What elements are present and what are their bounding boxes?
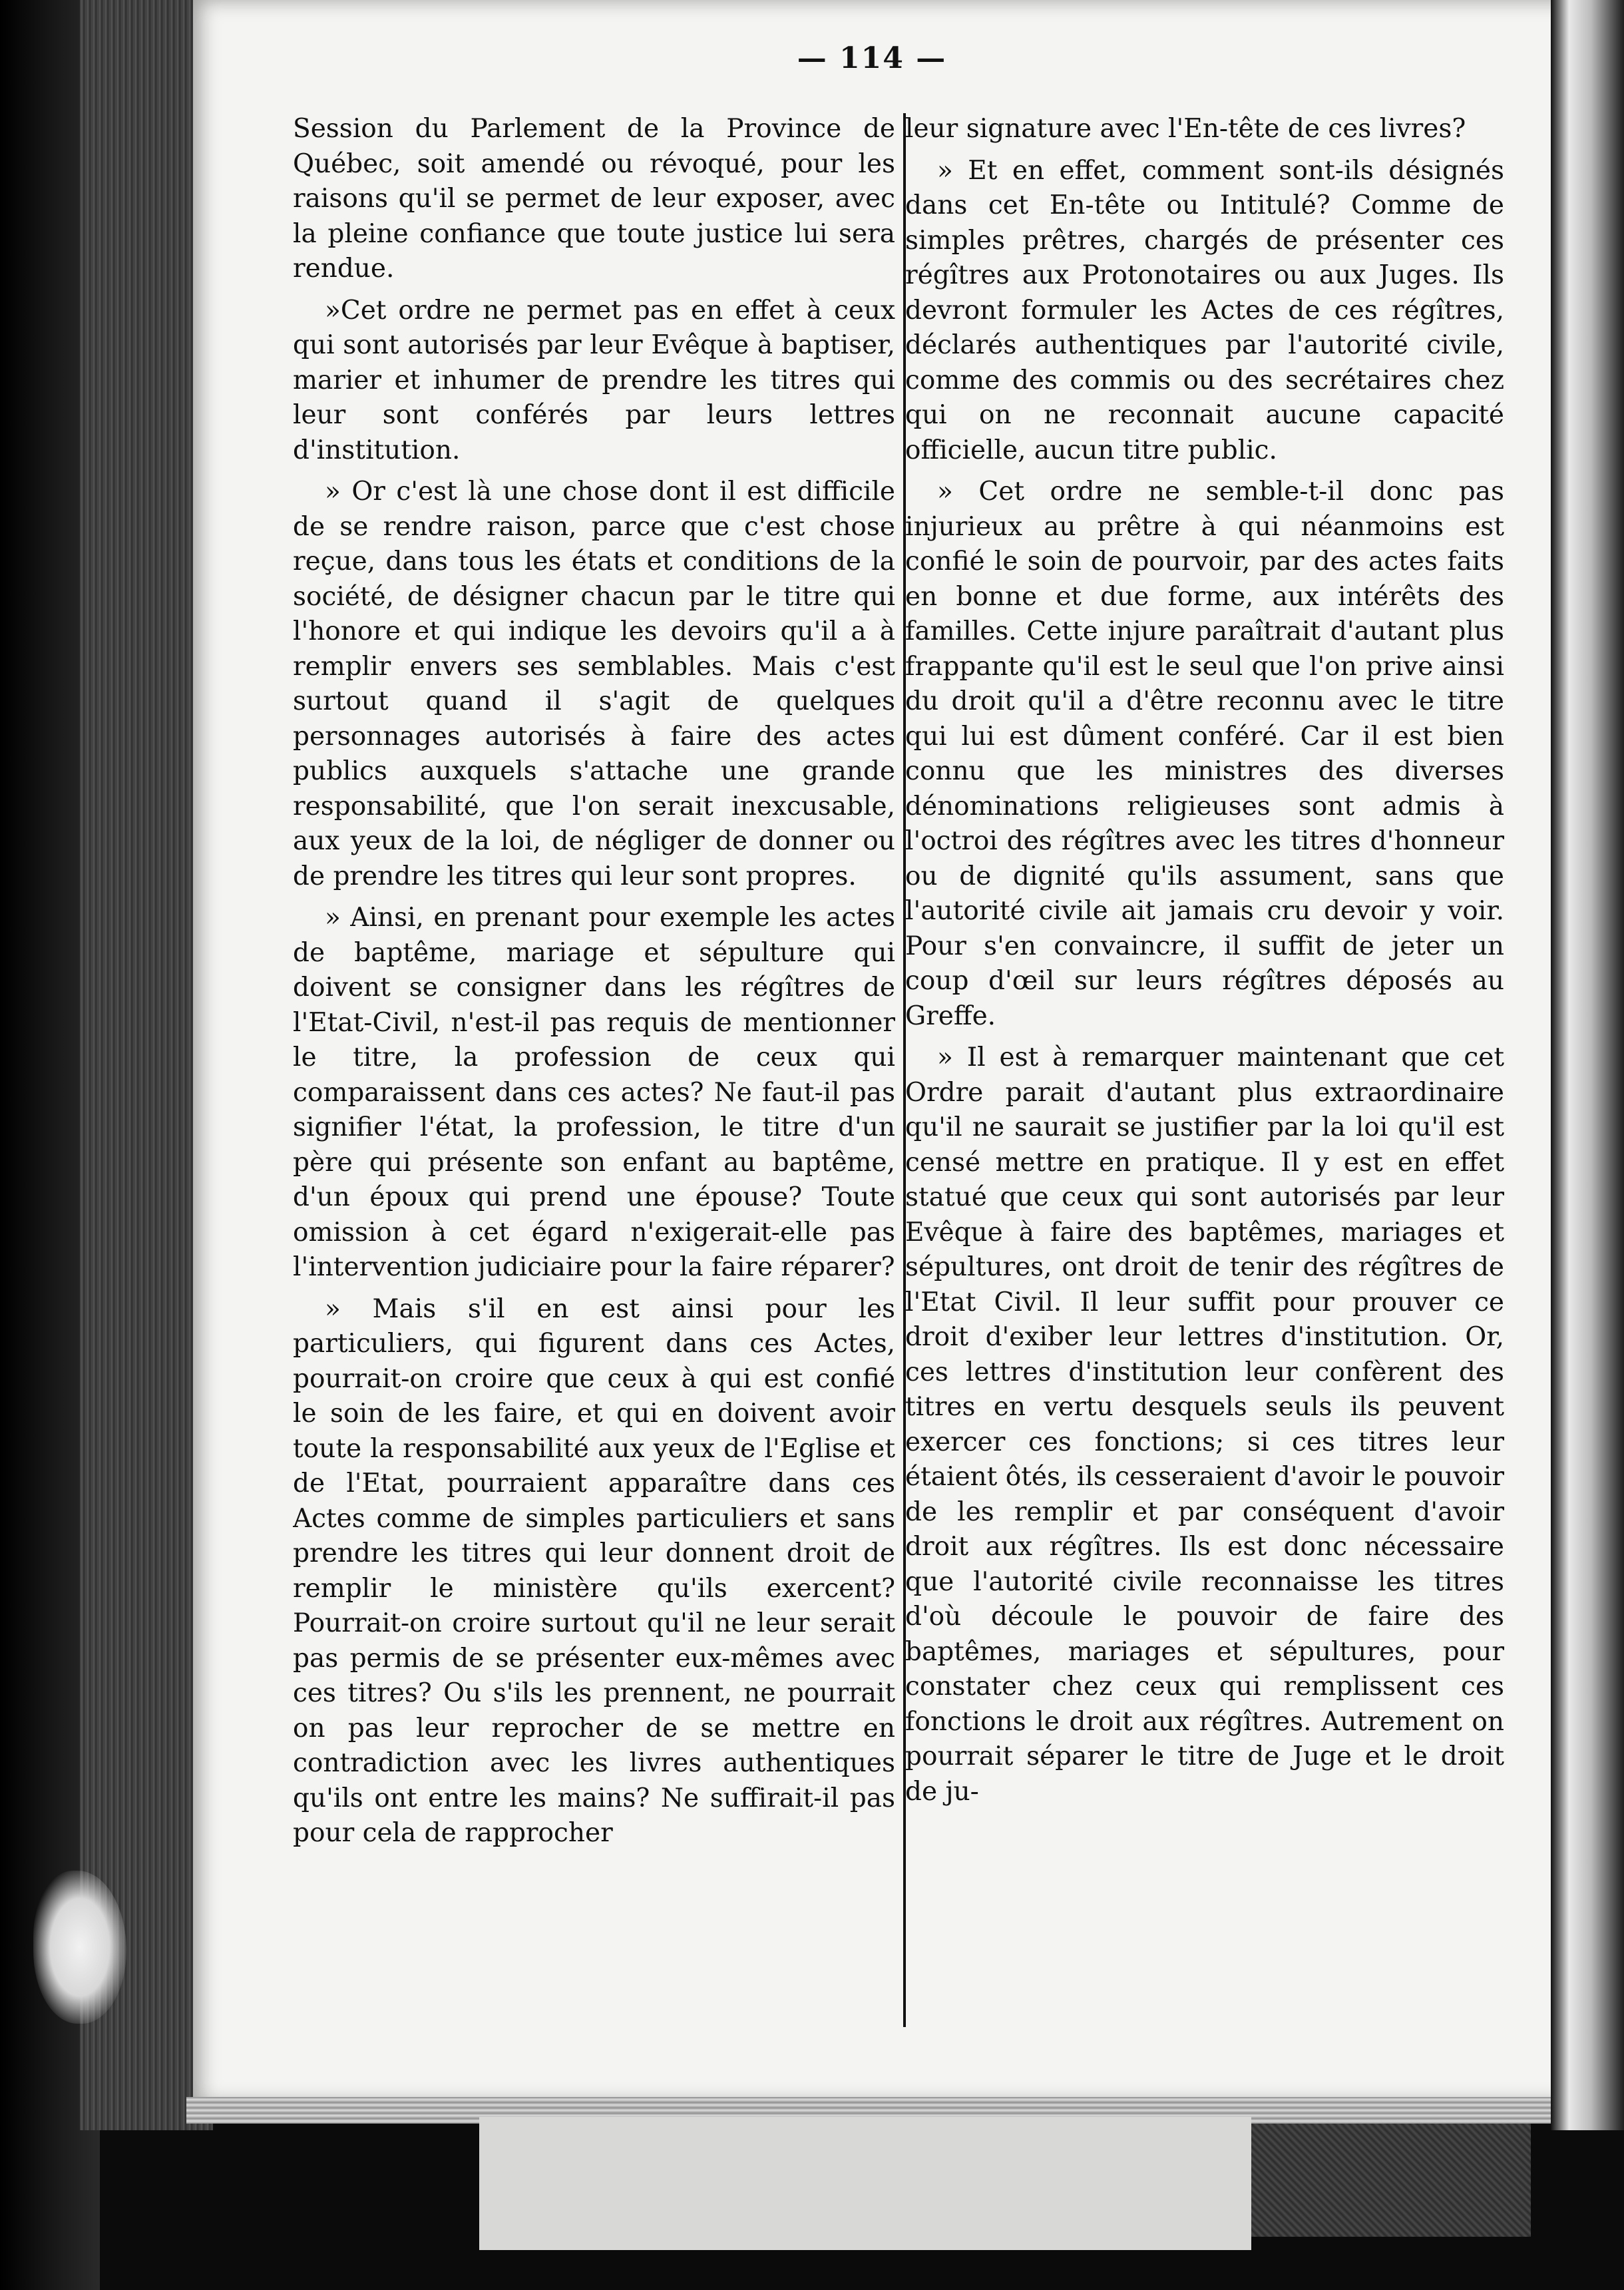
right-paragraph-3: » Cet ordre ne semble-t-il donc pas injurieux au prêtre à qui néanmoins est confié le soin de pourvoir, par des actes faits en bonne et due forme, aux intérêts des familles. Cette injure paraîtrait d'autant plus frappante qu'il est le seul que l'on prive ainsi du droit qu'il a d'être reconnu avec le titre qui lui est dûment conféré. Car il est bien connu que les ministres des diverses dénominations religieuses sont admis à l'octroi des régîtres avec les titres d'honneur ou de dignité qu'ils assument, sans que l'autorité civile ait jamais cru devoir y voir. Pour s'en convaincre, il suffit de jeter un coup d'œil sur leurs régîtres déposés au Greffe. xyxy=(905,477,1504,1031)
page-tab-bottom xyxy=(479,2117,1251,2250)
book-cloth-bottom xyxy=(1251,2124,1531,2237)
right-paragraph-4: » Il est à remarquer maintenant que cet Ordre parait d'autant plus extraordinaire qu'il ne saurait se justifier par la loi qu'il est censé mettre en pratique. Il y est en effet statué que ceux qui sont autorisés par leur Evêque à faire des baptêmes, mariages et sépultures, ont droit de tenir des régîtres de l'Etat Civil. Il leur suffit pour prouver ce droit d'exiber leur lettres d'institution. Or, ces lettres d'institution leur confèrent des titres en vertu desquels seuls ils peuvent exercer ces fonctions; si ces titres leur étaient ôtés, ils cesseraient d'avoir le pouvoir de les remplir et par conséquent d'avoir droit aux régîtres. Ils est donc nécessaire que l'autorité civile reconnaisse les titres d'où découle le pouvoir de faire des baptêmes, mariages et sépultures, pour constater chez ceux qui remplissent ces fonctions le droit aux régîtres. Autrement on pourrait séparer le titre de Juge et le droit de ju- xyxy=(905,1042,1504,1807)
right-column xyxy=(905,112,1504,2029)
book-page-edges-right xyxy=(1551,0,1624,2130)
right-paragraph-2: » Et en effet, comment sont-ils désignés dans cet En-tête ou Intitulé? Comme de simples prêtres, chargés de présenter ces régîtres aux Protonotaires ou aux Juges. Ils devront formuler les Actes de ces régîtres, déclarés authentiques par l'autorité civile, comme des commis ou des secrétaires chez qui on ne reconnait aucune capacité officielle, aucun titre public. xyxy=(905,155,1504,465)
page-number: — 114 — xyxy=(797,41,947,75)
right-paragraph-1: leur signature avec l'En-tête de ces livres? xyxy=(905,114,1466,144)
left-paragraph-2: »Cet ordre ne permet pas en effet à ceux qui sont autorisés par leur Evêque à baptiser, marier et inhumer de prendre les titres qui leur sont conférés par leurs lettres d'institution. xyxy=(293,295,895,465)
left-paragraph-5: » Mais s'il en est ainsi pour les particuliers, qui figurent dans ces Actes, pourrait-on croire que ceux à qui est confié le soin de les faire, et qui en doivent avoir toute la responsabilité aux yeux de l'Eglise et de l'Etat, pourraient apparaître dans ces Actes comme de simples particuliers et sans prendre les titres qui leur donnent droit de remplir le ministère qu'ils exercent? Pourrait-on croire surtout qu'il ne leur serait pas permis de se présenter eux-mêmes avec ces titres? Ou s'ils les prennent, ne pourrait on pas leur reprocher de se mettre en contradiction avec les livres authentiques qu'ils ont entre les mains? Ne suffirait-il pas pour cela de rapprocher xyxy=(293,1293,895,1848)
left-paragraph-1: Session du Parlement de la Province de Québec, soit amendé ou révoqué, pour les raisons qu'il se permet de leur exposer, avec la pleine confiance que toute justice lui sera rendue. xyxy=(293,114,895,284)
left-paragraph-3: » Or c'est là une chose dont il est difficile de se rendre raison, parce que c'est chose reçue, dans tous les états et conditions de la société, de désigner chacun par le titre qui l'honore et qui indique les devoirs qu'il a à remplir envers ses semblables. Mais c'est surtout quand il s'agit de quelques personnages autorisés à faire des actes publics auxquels s'attache une grande responsabilité, que l'on serait inexcusable, aux yeux de la loi, de négliger de donner ou de prendre les titres qui leur sont propres. xyxy=(293,477,895,891)
left-paragraph-4: » Ainsi, en prenant pour exemple les actes de baptême, mariage et sépulture qui doivent se consigner dans les régîtres de l'Etat-Civil, n'est-il pas requis de mentionner le titre, la profession de ceux qui comparaissent dans ces actes? Ne faut-il pas signifier l'état, la profession, le titre d'un père qui présente son enfant au baptême, d'un époux qui prend une épouse? Toute omission à cet égard n'exigerait-elle pas l'intervention judiciaire pour la faire réparer? xyxy=(293,903,895,1282)
left-column xyxy=(293,112,895,2029)
